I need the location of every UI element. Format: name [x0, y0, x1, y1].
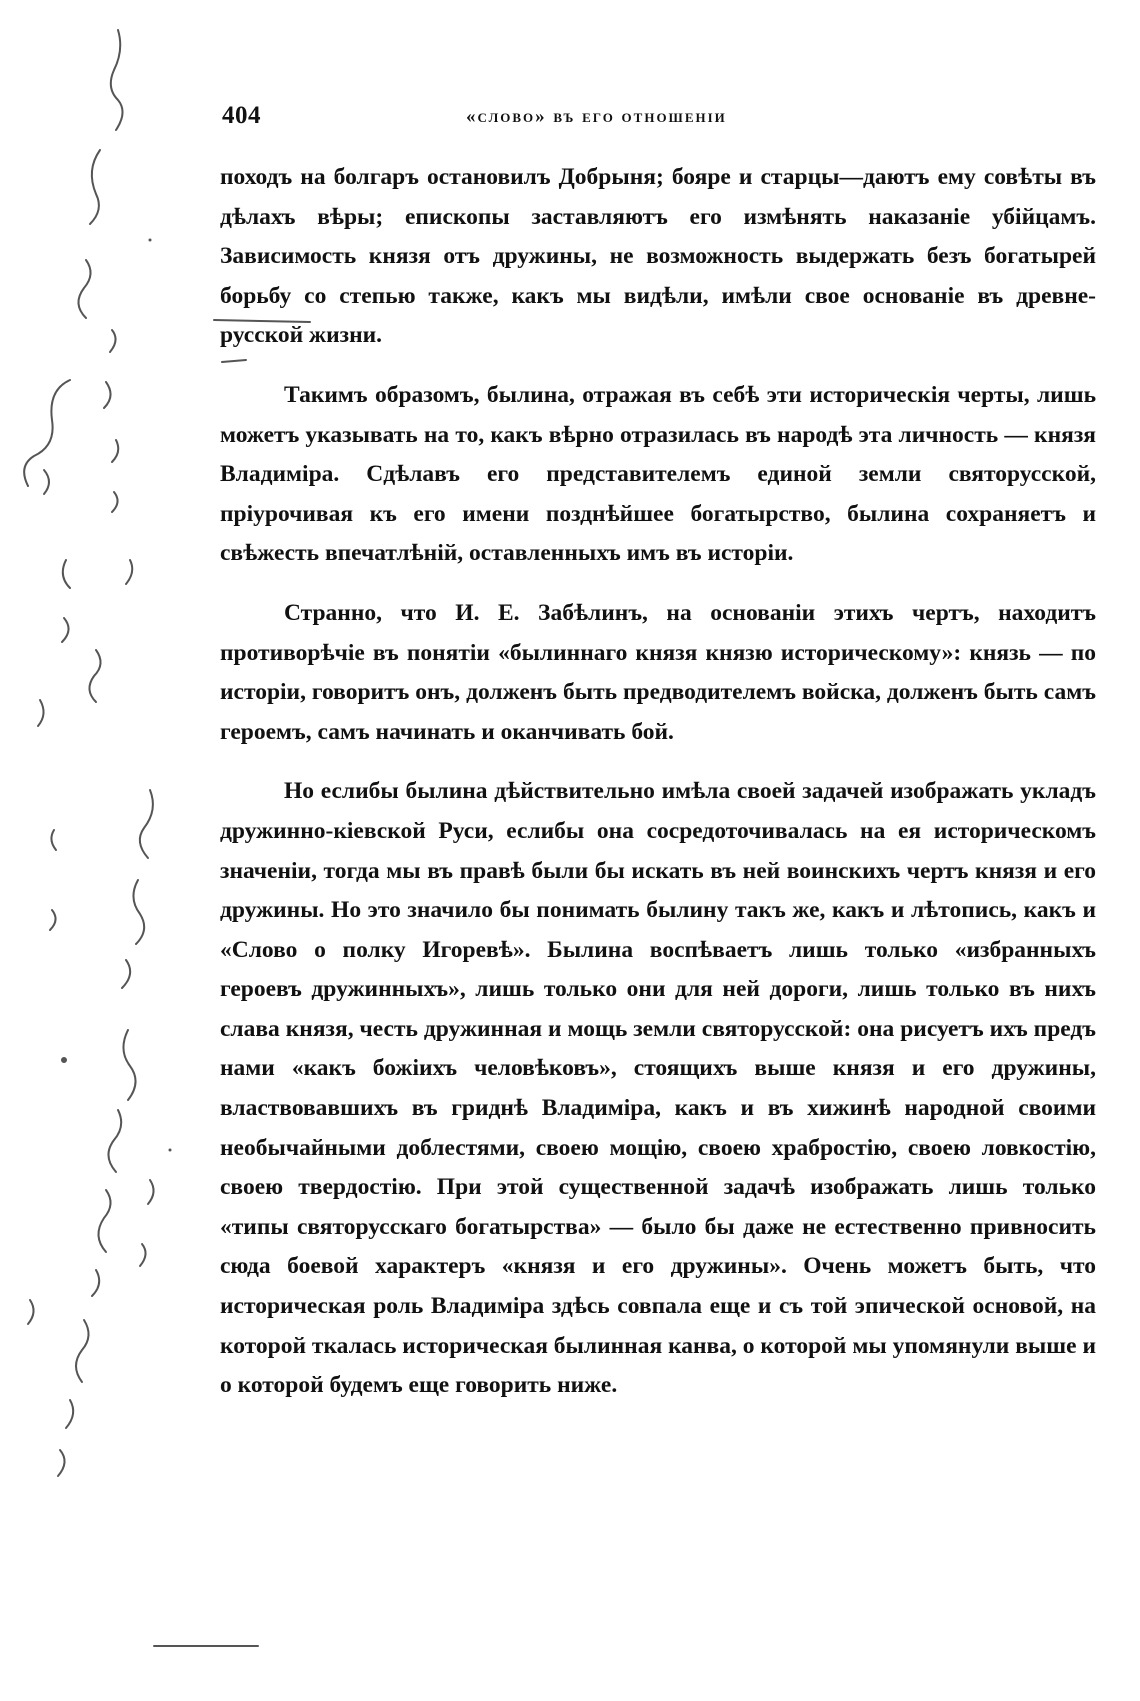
paragraph: походъ на болгаръ остановилъ Добрыня; бояре и старцы—даютъ ему совѣты въ дѣлахъ вѣры; епископы заставляютъ его измѣнять наказаніе убійцамъ. Зависимость князя отъ дружины, не возможность выдержать безъ богатырей борьбу со степью также, какъ мы видѣли, имѣли свое основаніе въ древне-русской жизни. [220, 164, 1096, 349]
paragraph: Такимъ образомъ, былина, отражая въ себѣ эти историческія черты, лишь можетъ указывать на то, какъ вѣрно отразилась въ народѣ эта личность — князя Владиміра. Сдѣлавъ его представителемъ единой земли святорусской, пріурочивая къ его имени позднѣйшее богатырство, былина сохраняетъ и свѣжесть впечатлѣній, оставленныхъ имъ въ исторіи. [220, 381, 1096, 567]
body-text [220, 158, 1096, 1406]
page-number: 404 [222, 102, 261, 129]
paragraph: Но еслибы былина дѣйствительно имѣла своей задачей изображать укладъ дружинно-кіевской Руси, еслибы она сосредоточивалась на ея историческомъ значеніи, тогда мы въ правѣ были бы искать въ ней воинскихъ чертъ князя и его дружины. Но это значило бы понимать былину такъ же, какъ и лѣтопись, какъ и «Слово о полку Игоревѣ». Былина воспѣваетъ лишь только «избранныхъ героевъ дружинныхъ», лишь только они для ней дороги, лишь только въ нихъ слава князя, честь дружинная и мощь земли святорусской: она рисуетъ ихъ предъ нами «какъ божіихъ человѣковъ», стоящихъ выше князя и его дружины, властвовавшихъ въ гриднѣ Владиміра, какъ и въ хижинѣ народной своими необычайными доблестями, своею мощію, своею храбростію, своею ловкостію, своею твердостію. При этой существенной задачѣ изображать лишь только «типы святорусскаго богатырства» — было бы даже не естественно привносить сюда боевой характеръ «князя и его дружины». Очень можетъ быть, что историческая роль Владиміра здѣсь совпала еще и съ той эпической основой, на которой ткалась историческая былинная канва, о которой мы упомянули выше и о которой будемъ еще говорить ниже. [220, 778, 1096, 1399]
paragraph: Странно, что И. Е. Забѣлинъ, на основаніи этихъ чертъ, находитъ противорѣчіе въ понятіи «былиннаго князя князю историческому»: князь — по исторіи, говоритъ онъ, долженъ быть предводителемъ войска, долженъ быть самъ героемъ, самъ начинать и оканчивать бой. [220, 599, 1096, 745]
running-head: «слово» въ его отношеніи [466, 106, 727, 127]
handwritten-marginalia [0, 0, 210, 1701]
page-header [222, 102, 1102, 136]
